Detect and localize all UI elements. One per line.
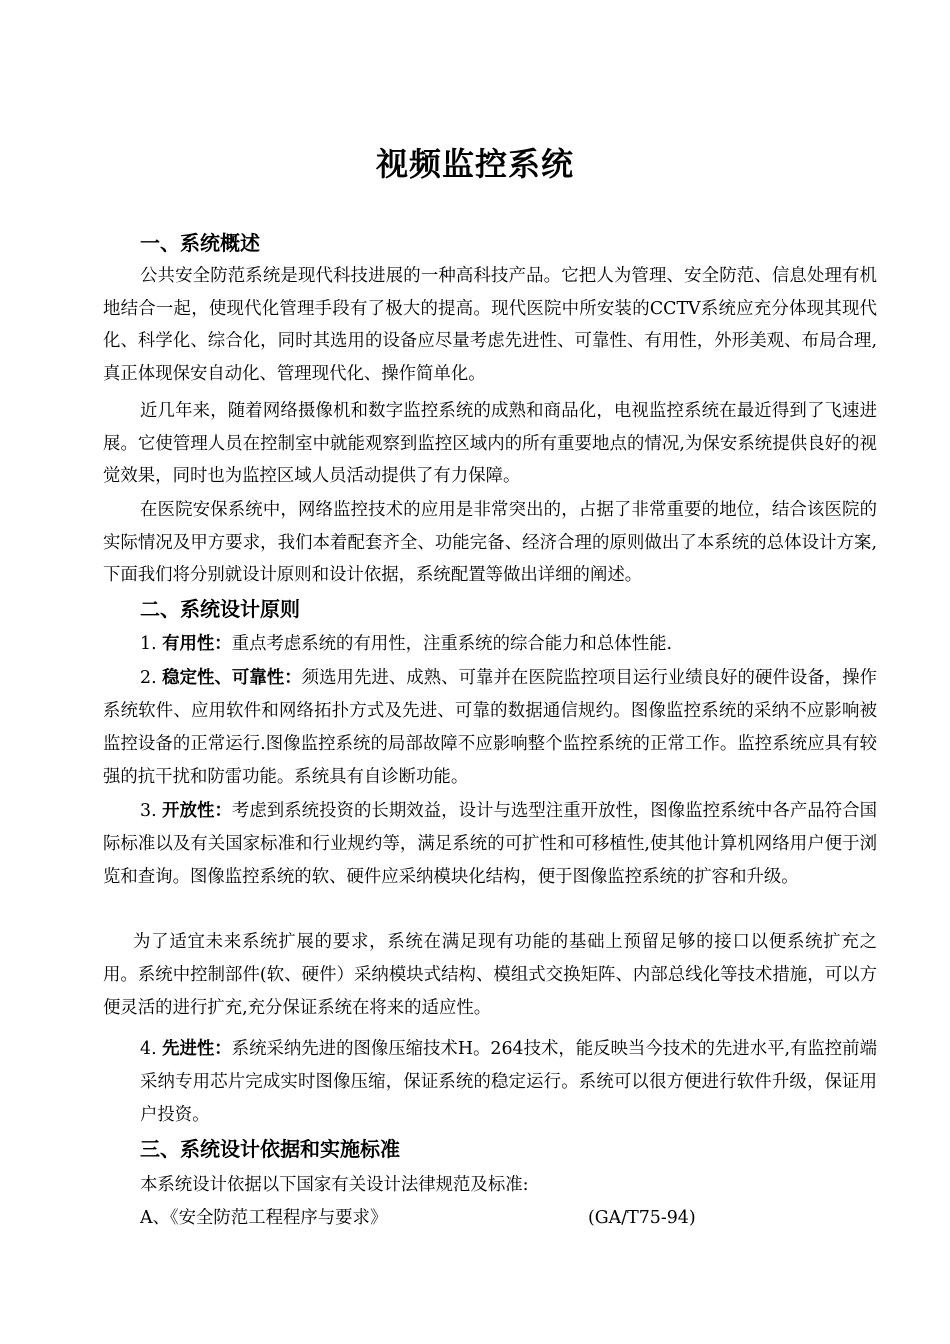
principle-item [103,628,877,661]
section-heading-design-principles: 二、系统设计原则 [140,597,300,621]
item-number: 4. [140,1039,157,1059]
item-number: 1. [140,634,157,654]
item-text: 须选用先进、成熟、可靠并在医院监控项目运行业绩良好的硬件设备，操作系统软件、应用软件和网络拓扑方式及先进、可靠的数据通信规约。图像监控系统的采纳不应影响被监控设备的正常运行.图像监控系统的局部故障不应影响整个监控系统的正常工作。监控系统应具有较强的抗干扰和防雷功能。系统具有自诊断功能。 [103,668,877,787]
principle-item [140,1033,877,1132]
item-text: 重点考虑系统的有用性，注重系统的综合能力和总体性能. [231,634,672,654]
standard-name: A、《安全防范工程程序与要求》 [140,1208,388,1228]
paragraph: 近几年来，随着网络摄像机和数字监控系统的成熟和商品化，电视监控系统在最近得到了飞速进展。它使管理人员在控制室中就能观察到监控区域内的所有重要地点的情况,为保安系统提供良好的视觉效果，同时也为监控区域人员活动提供了有力保障。 [103,401,877,486]
intro-line: 本系统设计依据以下国家有关设计法律规范及标准: [140,1175,529,1195]
paragraph: 为了适宜未来系统扩展的要求，系统在满足现有功能的基础上预留足够的接口以便系统扩充之用。系统中控制部件(软、硬件）采纳模块式结构、模组式交换矩阵、内部总线化等技术措施，可以方便灵活的进行扩充,充分保证系统在将来的适应性。 [103,932,877,1018]
principle-item [103,662,877,794]
item-number: 2. [140,668,157,688]
item-text: 考虑到系统投资的长期效益，设计与选型注重开放性，图像监控系统中各产品符合国际标准以及有关国家标准和行业规约等，满足系统的可扩性和可移植性,使其他计算机网络用户便于浏览和查询。图像监控系统的软、硬件应采纳模块化结构，便于图像监控系统的扩容和升级。 [103,801,877,887]
item-text: 系统采纳先进的图像压缩技术H。264技术，能反映当今技术的先进水平,有监控前端采纳专用芯片完成实时图像压缩，保证系统的稳定运行。系统可以很方便进行软件升级，保证用户投资。 [140,1039,877,1125]
paragraph: 公共安全防范系统是现代科技进展的一种高科技产品。它把人为管理、安全防范、信息处理有机地结合一起，使现代化管理手段有了极大的提高。现代医院中所安装的CCTV系统应充分体现其现代化、科学化、综合化，同时其选用的设备应尽量考虑先进性、可靠性、有用性，外形美观、布局合理,真正体现保安自动化、管理现代化、操作简单化。 [103,266,877,384]
paragraph: 在医院安保系统中，网络监控技术的应用是非常突出的，占据了非常重要的地位，结合该医院的实际情况及甲方要求，我们本着配套齐全、功能完备、经济合理的原则做出了本系统的总体设计方案,下面我们将分别就设计原则和设计依据，系统配置等做出详细的阐述。 [103,500,877,585]
item-label: 有用性： [162,634,232,654]
standard-code: (GA/T75-94) [588,1208,696,1228]
item-label: 先进性： [162,1039,232,1059]
principle-item [103,795,877,894]
item-number: 3. [140,801,157,821]
section-heading-design-basis: 三、系统设计依据和实施标准 [140,1137,400,1161]
section-heading-overview: 一、系统概述 [140,231,260,255]
document-title: 视频监控系统 [375,145,574,183]
item-label: 稳定性、可靠性： [162,668,302,688]
item-label: 开放性： [162,801,232,821]
